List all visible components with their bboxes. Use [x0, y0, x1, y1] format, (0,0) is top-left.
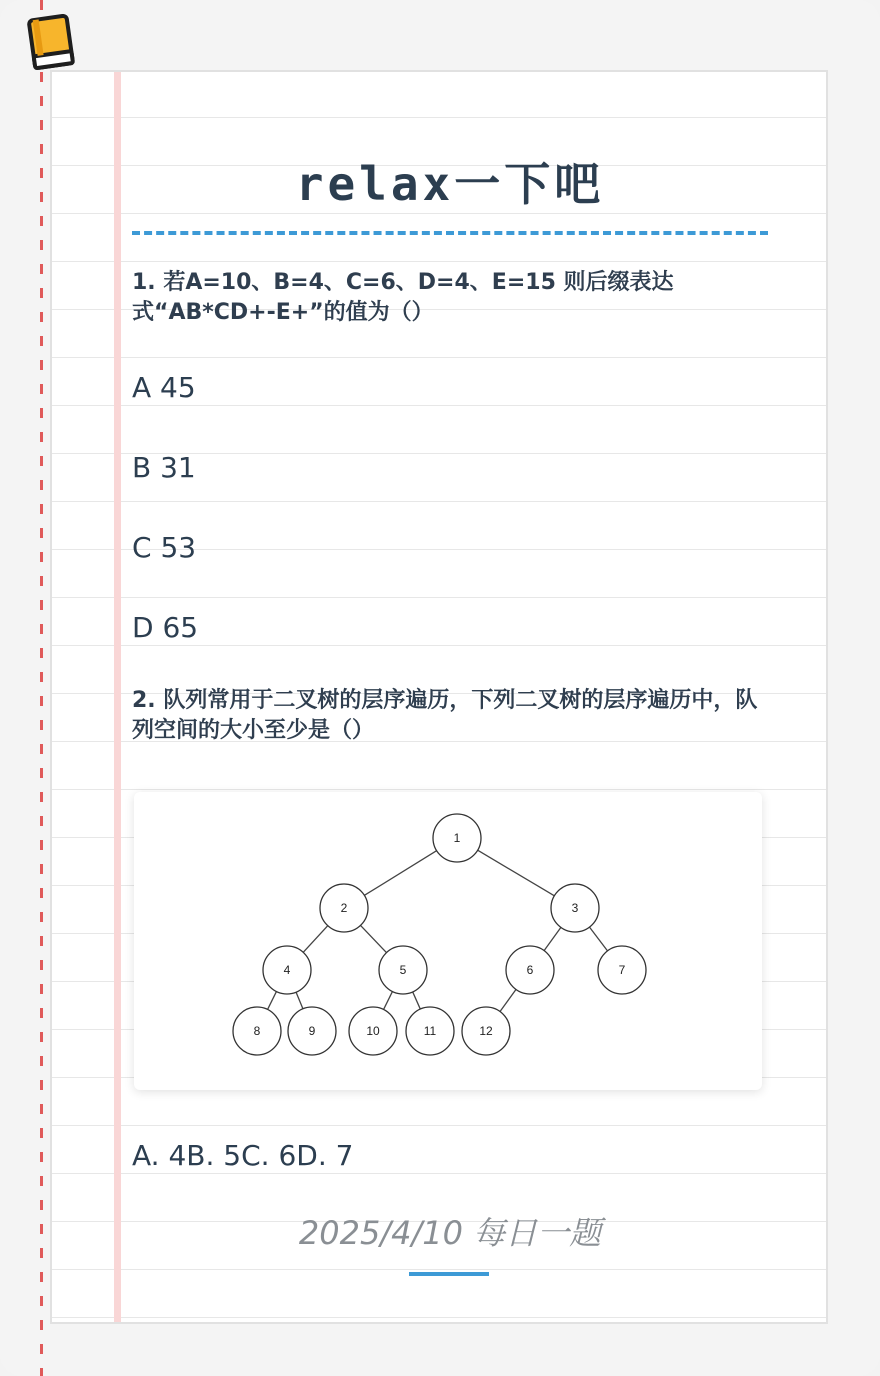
notebook-icon — [24, 14, 76, 72]
tree-node-label-8: 8 — [253, 1024, 261, 1038]
footer-divider — [409, 1272, 489, 1276]
binary-tree-figure — [134, 792, 762, 1090]
tree-node-label-10: 10 — [366, 1024, 380, 1038]
question-1-option-c[interactable]: C 53 — [132, 531, 197, 564]
tree-edge — [544, 927, 561, 950]
tree-edge — [268, 992, 277, 1010]
tree-edge — [413, 992, 421, 1009]
paper-margin-line — [114, 72, 121, 1322]
tree-edge — [500, 989, 516, 1011]
page-title: relax一下吧 — [295, 157, 605, 211]
question-1-option-d[interactable]: D 65 — [132, 611, 199, 644]
question-1-option-a[interactable]: A 45 — [132, 371, 196, 404]
tree-edge — [384, 992, 393, 1010]
tree-edge — [364, 851, 436, 896]
tree-node-label-3: 3 — [571, 901, 579, 915]
tree-edge — [303, 926, 328, 953]
tree-node-label-4: 4 — [283, 963, 291, 977]
tree-node-label-11: 11 — [423, 1024, 437, 1038]
question-1-option-b[interactable]: B 31 — [132, 451, 196, 484]
title-divider — [132, 231, 768, 235]
tree-node-label-5: 5 — [399, 963, 407, 977]
tree-node-label-6: 6 — [526, 963, 534, 977]
question-2-options[interactable]: A. 4B. 5C. 6D. 7 — [132, 1139, 354, 1172]
tree-edge — [296, 992, 303, 1009]
tree-edge — [361, 925, 387, 952]
question-2-text: 2. 队列常用于二叉树的层序遍历，下列二叉树的层序遍历中，队列空间的大小至少是（） — [132, 688, 758, 743]
tree-node-label-12: 12 — [479, 1024, 493, 1038]
tree-node-label-9: 9 — [308, 1024, 316, 1038]
binary-tree-diagram — [134, 792, 762, 1090]
notebook-paper — [50, 70, 828, 1324]
tree-edge — [478, 850, 555, 896]
margin-dashed-line — [40, 0, 43, 1376]
tree-edge — [589, 927, 607, 951]
question-1-text: 1. 若A=10、B=4、C=6、D=4、E=15 则后缀表达式“AB*CD+-E+”的值为（） — [132, 270, 674, 325]
footer-date: 2025/4/10 每日一题 — [298, 1214, 602, 1252]
tree-node-label-1: 1 — [453, 831, 461, 845]
tree-node-label-7: 7 — [618, 963, 626, 977]
tree-node-label-2: 2 — [340, 901, 348, 915]
